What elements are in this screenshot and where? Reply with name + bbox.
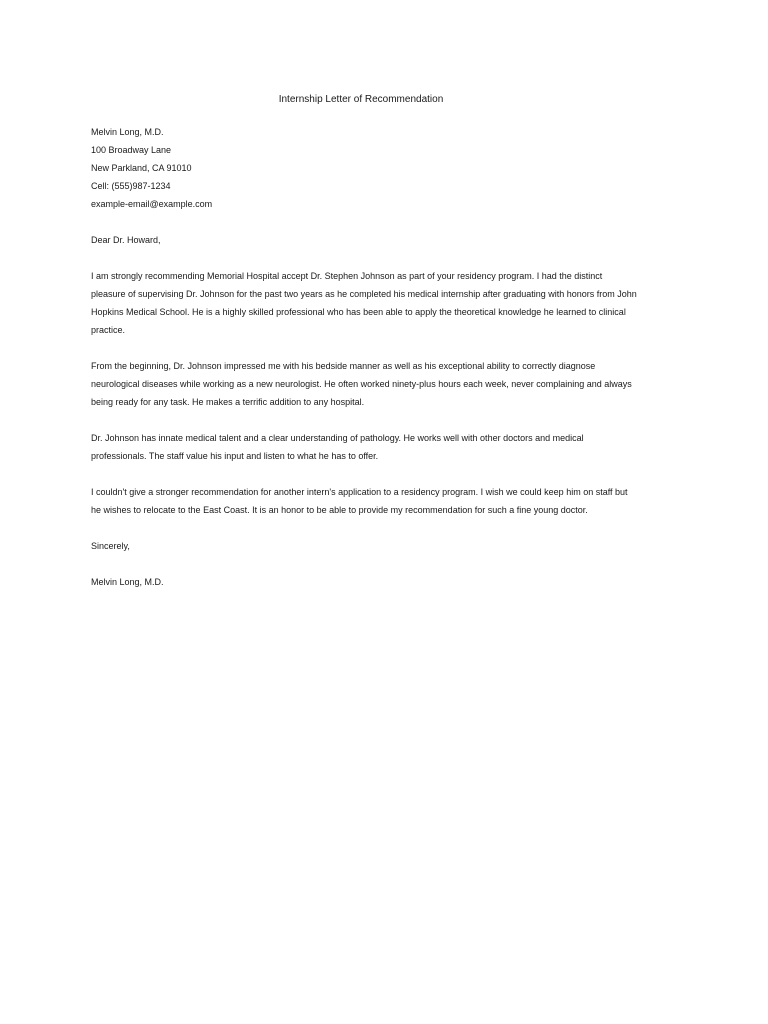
body-paragraph-2: From the beginning, Dr. Johnson impressed me with his bedside manner as well as his exceptional ability to correctly diagnose neurological diseases while working as a new neurologist. He often worked ninety-plus hours each week, never complaining and always being ready for any task. He makes a terrific addition to any hospital.	[91, 361, 632, 407]
sender-address-block	[91, 123, 639, 213]
sender-name: Melvin Long, M.D.	[91, 127, 164, 137]
letter-body	[91, 123, 639, 591]
body-paragraph-1: I am strongly recommending Memorial Hospital accept Dr. Stephen Johnson as part of your residency program. I had the distinct pleasure of supervising Dr. Johnson for the past two years as he completed his medical internship after graduating with honors from John Hopkins Medical School. He is a highly skilled professional who has been able to apply the theoretical knowledge he learned to clinical practice.	[91, 271, 637, 335]
sender-city: New Parkland, CA 91010	[91, 163, 192, 173]
closing: Sincerely,	[91, 541, 130, 551]
body-paragraph-3: Dr. Johnson has innate medical talent and a clear understanding of pathology. He works well with other doctors and medical professionals. The staff value his input and listen to what he has to offer.	[91, 433, 584, 461]
sender-phone: Cell: (555)987-1234	[91, 181, 171, 191]
document-title: Internship Letter of Recommendation	[278, 94, 444, 105]
body-paragraph-4: I couldn't give a stronger recommendation for another intern's application to a residency program. I wish we could keep him on staff but he wishes to relocate to the East Coast. It is an honor to be able to provide my recommendation for such a fine young doctor.	[91, 487, 628, 515]
sender-street: 100 Broadway Lane	[91, 145, 172, 155]
sender-email: example-email@example.com	[91, 199, 213, 209]
salutation: Dear Dr. Howard,	[91, 235, 161, 245]
signature-name: Melvin Long, M.D.	[91, 577, 164, 587]
